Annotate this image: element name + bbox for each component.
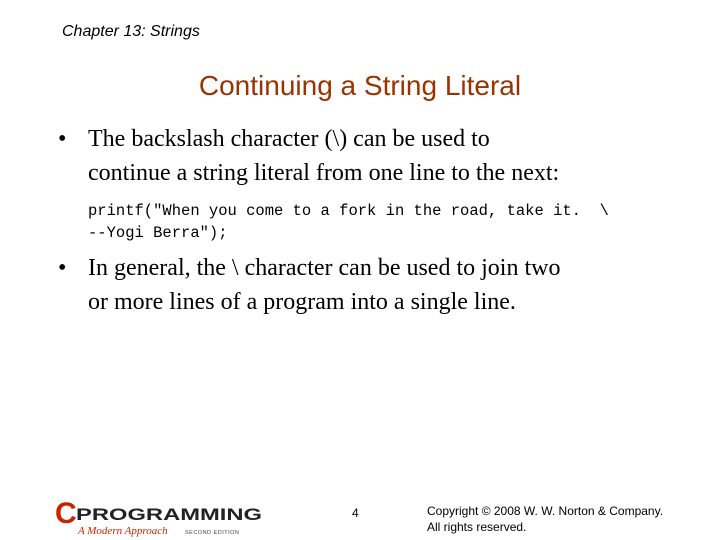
code-line: --Yogi Berra"); (88, 224, 228, 242)
page-number: 4 (352, 506, 359, 520)
bullet-line: or more lines of a program into a single line. (88, 289, 516, 315)
copyright-notice (427, 503, 663, 535)
code-block (88, 200, 609, 244)
slide-title (0, 70, 720, 102)
chapter-header: Chapter 13: Strings (62, 23, 200, 40)
bullet-marker: • (58, 126, 67, 152)
logo-subtitle-text: A Modern Approach (78, 525, 168, 537)
logo-brand-text: PROGRAMMING (76, 505, 262, 524)
code-line: printf("When you come to a fork in the road, take it. \ (88, 202, 609, 220)
bullet-line: In general, the \ character can be used to join two (88, 255, 561, 281)
c-programming-logo (55, 499, 270, 539)
bullet-line: continue a string literal from one line to the next: (88, 160, 560, 186)
bullet-marker: • (58, 255, 67, 281)
logo-edition-text: SECOND EDITION (185, 530, 240, 536)
bullet-line: The backslash character (\) can be used to (88, 126, 490, 152)
copyright-line: All rights reserved. (427, 520, 527, 534)
copyright-line: Copyright © 2008 W. W. Norton & Company. (427, 504, 664, 518)
bullet-text (88, 122, 688, 190)
slide-title-text: Continuing a String Literal (198, 70, 522, 101)
bullet-text (88, 251, 688, 319)
logo-c-letter: C (55, 499, 77, 530)
